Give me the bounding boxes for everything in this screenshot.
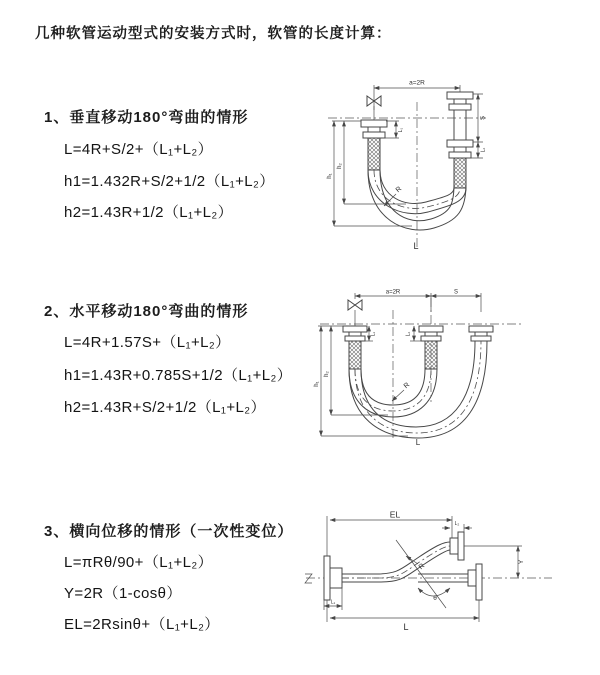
radius-leader bbox=[406, 556, 418, 564]
length-label: L bbox=[413, 241, 419, 251]
axis-break-mark bbox=[305, 574, 312, 583]
section-3-formula-L: L=πRθ/90+（L₁+L₂） bbox=[64, 554, 213, 571]
section-1-formula-L: L=4R+S/2+（L₁+L₂） bbox=[64, 141, 214, 158]
dim-span-label: a=2R bbox=[409, 79, 425, 87]
braided-hose-left bbox=[368, 138, 380, 170]
section-2-formula-h2: h2=1.43R+S/2+1/2（L₁+L₂） bbox=[64, 399, 266, 416]
braided-hose-middle bbox=[425, 341, 437, 369]
section-3-formula-EL: EL=2Rsinθ+（L₁+L₂） bbox=[64, 616, 220, 633]
section-1-formula-h1: h1=1.432R+S/2+1/2（L₁+L₂） bbox=[64, 173, 275, 190]
section-3-formula-Y: Y=2R（1-cosθ） bbox=[64, 585, 182, 602]
section-3-heading: 3、横向位移的情形（一次性变位） bbox=[44, 523, 294, 540]
length-label: L bbox=[403, 622, 409, 632]
length-label: L bbox=[415, 438, 421, 446]
section-1-heading: 1、垂直移动180°弯曲的情形 bbox=[44, 109, 249, 126]
angle-theta-label: θ bbox=[433, 595, 437, 602]
dim-l2-label: L₂ bbox=[405, 331, 412, 337]
valve-icon bbox=[348, 300, 362, 310]
left-connector bbox=[361, 120, 387, 170]
dim-l1-label: L₁ bbox=[330, 599, 336, 606]
dim-h2-label: h₂ bbox=[337, 163, 343, 169]
section-2-heading: 2、水平移动180°弯曲的情形 bbox=[44, 303, 249, 320]
dim-h1-label: h₁ bbox=[314, 381, 320, 387]
section-1-formula-h2: h2=1.43R+1/2（L₁+L₂） bbox=[64, 204, 234, 221]
braided-hose-right bbox=[454, 158, 466, 188]
braided-hose-left bbox=[349, 341, 361, 369]
diagram-vertical-180-bend bbox=[312, 76, 528, 252]
dim-l2-label: L₂ bbox=[454, 521, 460, 527]
left-flange bbox=[324, 556, 342, 600]
dim-el-label: EL bbox=[389, 509, 401, 520]
radius-label: R bbox=[417, 562, 427, 572]
section-2-formula-h1: h1=1.43R+0.785S+1/2（L₁+L₂） bbox=[64, 367, 293, 384]
right-connector bbox=[447, 92, 473, 188]
dim-l2-label: L₂ bbox=[480, 147, 487, 153]
dim-h1-label: h₁ bbox=[327, 173, 333, 179]
u-bend-hoses bbox=[349, 341, 487, 438]
diagram-horizontal-180-bend bbox=[308, 286, 536, 446]
section-2-formula-L: L=4R+1.57S+（L₁+L₂） bbox=[64, 334, 231, 351]
dim-l1-label: L₁ bbox=[370, 331, 377, 337]
dim-stroke-label: S bbox=[480, 115, 487, 121]
right-connector-moved bbox=[469, 326, 493, 341]
dim-h2-label: h₂ bbox=[324, 371, 330, 377]
radius-label: R bbox=[402, 381, 412, 391]
dim-span-label: a=2R bbox=[385, 289, 401, 296]
middle-connector bbox=[419, 326, 443, 369]
radius-label: R bbox=[394, 185, 404, 195]
dim-l1-label: L₁ bbox=[398, 127, 404, 133]
left-connector bbox=[343, 326, 367, 369]
dim-y-label: Y bbox=[518, 559, 525, 565]
diagram-lateral-displacement bbox=[300, 506, 558, 640]
dim-stroke-label: S bbox=[453, 289, 459, 296]
page-title: 几种软管运动型式的安装方式时，软管的长度计算： bbox=[35, 26, 392, 42]
s-curve-hose bbox=[342, 542, 450, 582]
radius-leader bbox=[392, 390, 404, 401]
